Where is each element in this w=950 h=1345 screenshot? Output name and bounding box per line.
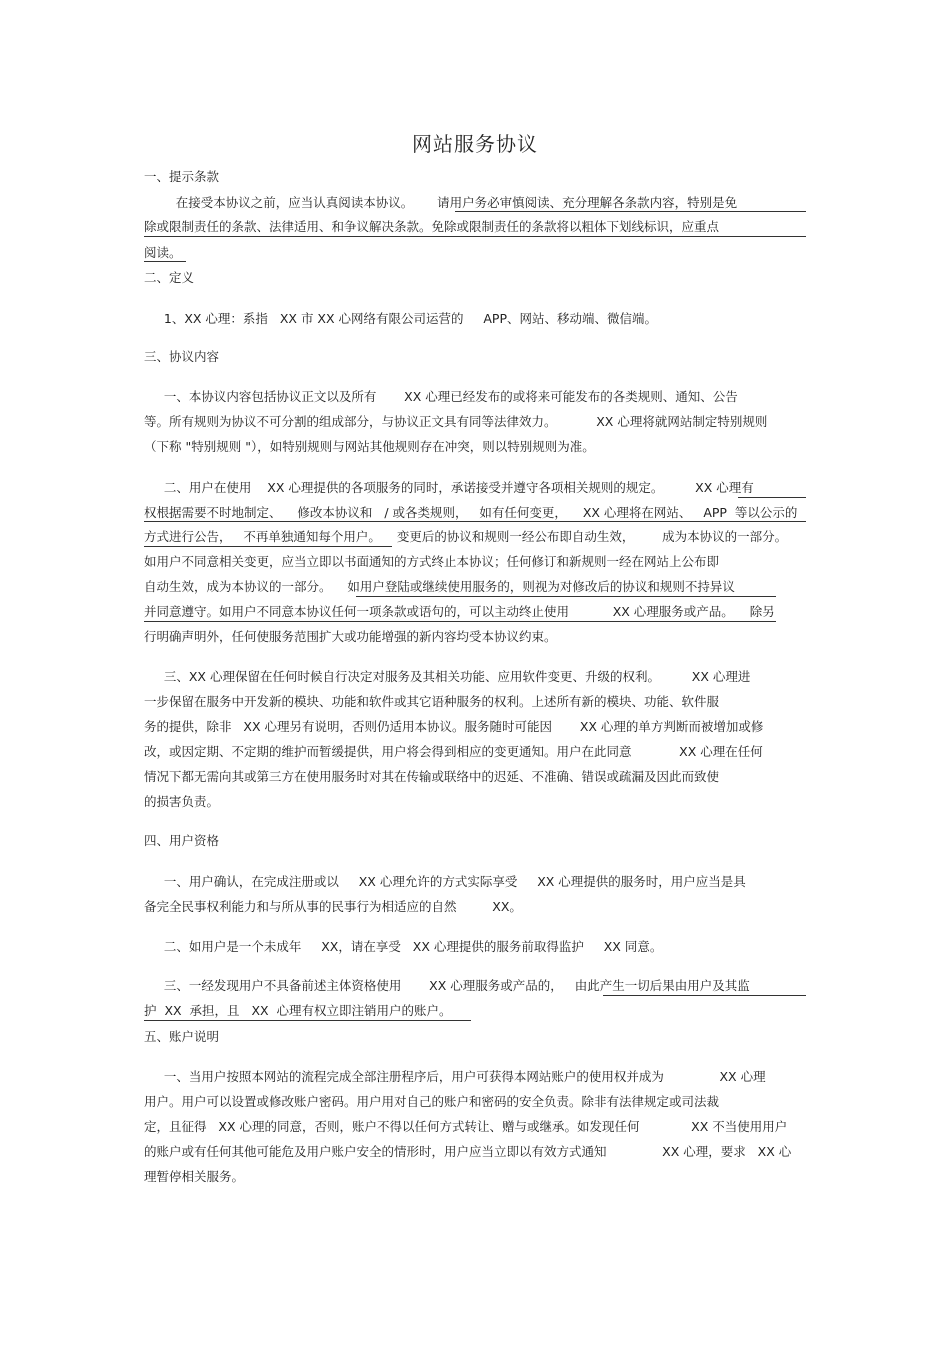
paragraph-line: 自动生效，成为本协议的一部分。 如用户登陆或继续使用服务的，则视为对修改后的协议和规则不持异议 — [144, 579, 735, 594]
underline-rule — [738, 497, 806, 498]
underline-rule — [144, 546, 392, 547]
paragraph-line: 等。所有规则为协议不可分割的组成部分，与协议正文具有同等法律效力。 XX 心理将就网站制定特别规则 — [144, 414, 768, 429]
underline-rule — [144, 236, 806, 237]
paragraph-line: 1、XX 心理：系指 XX 市 XX 心网络有限公司运营的 APP、网站、移动端、微信端。 — [144, 311, 658, 326]
paragraph-line: 定，且征得 XX 心理的同意，否则，账户不得以任何方式转让、赠与或继承。如发现任何 XX 不当使用用户 — [144, 1119, 788, 1134]
section-heading-3: 三、协议内容 — [144, 349, 220, 364]
section-heading-5: 五、账户说明 — [144, 1029, 220, 1044]
paragraph-line: 的损害负责。 — [144, 794, 220, 809]
underline-rule — [603, 995, 806, 996]
underline-rule — [144, 1020, 471, 1021]
paragraph-line: 方式进行公告， 不再单独通知每个用户。 变更后的协议和规则一经公布即自动生效， 成为本协议的一部分。 — [144, 529, 788, 544]
paragraph-line: 务的提供，除非 XX 心理另有说明，否则仍适用本协议。服务随时可能因 XX 心理的单方判断而被增加或修 — [144, 719, 764, 734]
paragraph-line: 护 XX 承担，且 XX 心理有权立即注销用户的账户。 — [144, 1003, 452, 1018]
paragraph-line: 备完全民事权利能力和与所从事的民事行为相适应的自然 XX。 — [144, 899, 522, 914]
underline-rule — [455, 211, 806, 212]
paragraph-line: 行明确声明外，任何使服务范围扩大或功能增强的新内容均受本协议约束。 — [144, 629, 557, 644]
section-heading-4: 四、用户资格 — [144, 833, 220, 848]
paragraph-line: 二、用户在使用 XX 心理提供的各项服务的同时，承诺接受并遵守各项相关规则的规定。 XX 心理有 — [144, 480, 754, 495]
paragraph-line: 的账户或有任何其他可能危及用户账户安全的情形时，用户应当立即以有效方式通知 XX 心理，要求 XX 心 — [144, 1144, 792, 1159]
section-heading-2: 二、定义 — [144, 270, 195, 285]
paragraph-line: 在接受本协议之前，应当认真阅读本协议。 请用户务必审慎阅读、充分理解各条款内容，特别是免 — [144, 195, 738, 210]
page-title: 网站服务协议 — [412, 132, 538, 156]
paragraph-line: 除或限制责任的条款、法律适用、和争议解决条款。免除或限制责任的条款将以粗体下划线标识，应重点 — [144, 219, 720, 234]
paragraph-line: 一、用户确认，在完成注册或以 XX 心理允许的方式实际享受 XX 心理提供的服务时，用户应当是具 — [144, 874, 746, 889]
paragraph-line: 用户。用户可以设置或修改账户密码。用户用对自己的账户和密码的安全负责。除非有法律规定或司法裁 — [144, 1094, 720, 1109]
underline-rule — [144, 621, 776, 622]
underline-rule — [144, 261, 186, 262]
paragraph-line: 三、XX 心理保留在任何时候自行决定对服务及其相关功能、应用软件变更、升级的权利。 XX 心理进 — [144, 669, 751, 684]
paragraph-line: 理暂停相关服务。 — [144, 1169, 245, 1184]
paragraph-line: 一步保留在服务中开发新的模块、功能和软件或其它语种服务的权利。上述所有新的模块、功能、软件服 — [144, 694, 720, 709]
paragraph-line: 二、如用户是一个未成年 XX，请在享受 XX 心理提供的服务前取得监护 XX 同意。 — [144, 939, 663, 954]
paragraph-line: （下称 "特别规则 "），如特别规则与网站其他规则存在冲突，则以特别规则为准。 — [144, 439, 595, 454]
paragraph-line: 情况下都无需向其或第三方在使用服务时对其在传输或联络中的迟延、不准确、错误或疏漏及因此而致使 — [144, 769, 720, 784]
paragraph-line: 改，或因定期、不定期的维护而暂缓提供，用户将会得到相应的变更通知。用户在此同意 XX 心理在任何 — [144, 744, 763, 759]
paragraph-line: 一、本协议内容包括协议正文以及所有 XX 心理已经发布的或将来可能发布的各类规则、通知、公告 — [144, 389, 738, 404]
paragraph-line: 阅读。 — [144, 245, 182, 260]
paragraph-line: 并同意遵守。如用户不同意本协议任何一项条款或语句的，可以主动终止使用 XX 心理服务或产品。 除另 — [144, 604, 775, 619]
paragraph-line: 权根据需要不时地制定、 修改本协议和 / 或各类规则， 如有任何变更， XX 心理将在网站、 APP 等以公示的 — [144, 505, 798, 520]
underline-rule — [356, 596, 776, 597]
section-heading-1: 一、提示条款 — [144, 169, 220, 184]
paragraph-line: 三、一经发现用户不具备前述主体资格使用 XX 心理服务或产品的， 由此产生一切后果由用户及其监 — [144, 978, 750, 993]
paragraph-line: 一、当用户按照本网站的流程完成全部注册程序后，用户可获得本网站账户的使用权并成为 XX 心理 — [144, 1069, 766, 1084]
paragraph-line: 如用户不同意相关变更，应当立即以书面通知的方式终止本协议；任何修订和新规则一经在网站上公布即 — [144, 554, 720, 569]
underline-rule — [144, 521, 806, 522]
